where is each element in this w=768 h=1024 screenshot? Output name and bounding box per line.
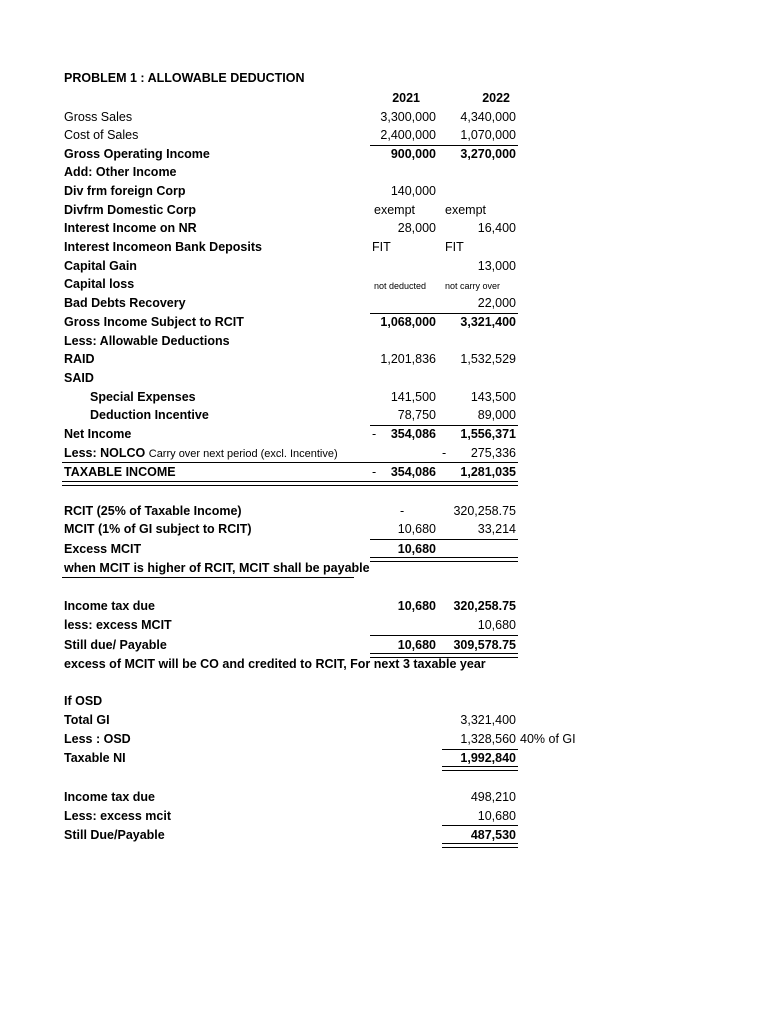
row-value-2022: 13,000 — [477, 259, 516, 273]
subtotal-rule — [370, 635, 518, 636]
row-value-2021: 354,086 — [390, 465, 436, 479]
subtotal-rule — [442, 825, 518, 826]
note-underline — [62, 577, 354, 578]
row-label-gross-sales: Gross Sales — [64, 110, 133, 124]
income-tax-due-2021: 10,680 — [397, 599, 436, 613]
row-value-2022: 1,070,000 — [460, 128, 516, 142]
row-label-net-income: Net Income — [64, 427, 132, 441]
year-header-2021: 2021 — [392, 91, 420, 105]
row-value-2022: 3,270,000 — [460, 147, 516, 161]
excess-mcit-value: 10,680 — [397, 542, 436, 556]
row-value-2022: 143,500 — [470, 390, 516, 404]
row-label-cost-of-sales: Cost of Sales — [64, 128, 139, 142]
row-value-2022: FIT — [445, 240, 464, 254]
osd-tax-due-value: 498,210 — [470, 790, 516, 804]
less-excess-mcit-2022: 10,680 — [477, 618, 516, 632]
row-value-2021: exempt — [374, 203, 415, 217]
still-due-2022: 309,578.75 — [453, 638, 516, 652]
row-label-capital-gain: Capital Gain — [64, 259, 137, 273]
row-value-2021: 141,500 — [390, 390, 436, 404]
row-label-less-allowable: Less: Allowable Deductions — [64, 334, 230, 348]
row-value-2021: 28,000 — [397, 221, 436, 235]
row-label-interest-bank: Interest Incomeon Bank Deposits — [64, 240, 262, 254]
row-label-special-expenses: Special Expenses — [90, 390, 196, 404]
total-gi-value: 3,321,400 — [460, 713, 516, 727]
rcit-value-2021: - — [400, 504, 405, 518]
row-value-2022: 4,340,000 — [460, 110, 516, 124]
row-value-2021: 3,300,000 — [380, 110, 436, 124]
double-rule — [442, 766, 518, 771]
subtotal-rule — [370, 425, 518, 426]
row-label-gross-income-rcit: Gross Income Subject to RCIT — [64, 315, 244, 329]
row-value-2022: 1,281,035 — [460, 465, 516, 479]
osd-still-due-label: Still Due/Payable — [64, 828, 165, 842]
osd-excess-label: Less: excess mcit — [64, 809, 172, 823]
negative-dash: - — [442, 446, 447, 460]
negative-dash: - — [372, 465, 377, 479]
subtotal-rule — [442, 749, 518, 750]
double-rule — [370, 557, 518, 562]
year-header-2022: 2022 — [482, 91, 510, 105]
negative-dash: - — [372, 427, 377, 441]
double-rule — [442, 843, 518, 848]
row-value-2022: 3,321,400 — [460, 315, 516, 329]
excess-mcit-label: Excess MCIT — [64, 542, 142, 556]
mcit-value-2021: 10,680 — [397, 522, 436, 536]
taxable-income-double-rule — [62, 481, 518, 486]
row-label-capital-loss: Capital loss — [64, 277, 135, 291]
row-label-said: SAID — [64, 371, 94, 385]
row-label-interest-nr: Interest Income on NR — [64, 221, 197, 235]
taxable-income-top-rule — [62, 462, 518, 463]
row-value-2022: 1,532,529 — [460, 352, 516, 366]
row-value-2022: 1,556,371 — [460, 427, 516, 441]
row-value-2022: 275,336 — [470, 446, 516, 460]
nolco-label: Less: NOLCO — [64, 446, 146, 460]
less-osd-value: 1,328,560 — [460, 732, 516, 746]
row-value-2021: 1,201,836 — [380, 352, 436, 366]
subtotal-rule — [370, 539, 518, 540]
row-value-2021: 1,068,000 — [380, 315, 436, 329]
osd-percent-note: 40% of GI — [520, 732, 576, 746]
row-value-2022: not carry over — [445, 281, 501, 291]
carry-over-note: excess of MCIT will be CO and credited to RCIT, For next 3 taxable year — [64, 657, 486, 671]
row-label-bad-debts: Bad Debts Recovery — [64, 296, 186, 310]
row-value-2021: FIT — [372, 240, 391, 254]
rcit-value-2022: 320,258.75 — [453, 504, 516, 518]
row-label-div-domestic: Divfrm Domestic Corp — [64, 203, 196, 217]
osd-excess-value: 10,680 — [477, 809, 516, 823]
subtotal-rule — [370, 313, 518, 314]
row-value-2021: 354,086 — [390, 427, 436, 441]
row-label-deduction-incentive: Deduction Incentive — [90, 408, 209, 422]
row-value-2021: not deducted — [374, 281, 427, 291]
row-value-2022: 89,000 — [477, 408, 516, 422]
less-osd-label: Less : OSD — [64, 732, 131, 746]
row-label-nolco — [64, 446, 338, 461]
page-title: PROBLEM 1 : ALLOWABLE DEDUCTION — [64, 71, 305, 85]
osd-tax-due-label: Income tax due — [64, 790, 155, 804]
less-excess-mcit-label: less: excess MCIT — [64, 618, 172, 632]
row-value-2021: 2,400,000 — [380, 128, 436, 142]
still-due-2021: 10,680 — [397, 638, 436, 652]
subtotal-rule — [370, 145, 518, 146]
row-label-add-other-income: Add: Other Income — [64, 165, 177, 179]
row-value-2021: 140,000 — [390, 184, 436, 198]
row-value-2021: 78,750 — [397, 408, 436, 422]
still-due-label: Still due/ Payable — [64, 638, 167, 652]
rcit-label: RCIT (25% of Taxable Income) — [64, 504, 242, 518]
row-label-raid: RAID — [64, 352, 95, 366]
taxable-ni-label: Taxable NI — [64, 751, 126, 765]
row-value-2021: 900,000 — [390, 147, 436, 161]
income-tax-due-2022: 320,258.75 — [453, 599, 516, 613]
row-label-gross-operating-income: Gross Operating Income — [64, 147, 210, 161]
row-value-2022: exempt — [445, 203, 486, 217]
income-tax-due-label: Income tax due — [64, 599, 155, 613]
taxable-ni-value: 1,992,840 — [460, 751, 516, 765]
nolco-note: Carry over next period (excl. Incentive) — [148, 448, 338, 460]
row-label-div-foreign: Div frm foreign Corp — [64, 184, 186, 198]
mcit-value-2022: 33,214 — [477, 522, 516, 536]
row-label-taxable-income: TAXABLE INCOME — [64, 465, 176, 479]
osd-heading: If OSD — [64, 694, 103, 708]
mcit-note: when MCIT is higher of RCIT, MCIT shall be payable — [64, 561, 370, 575]
mcit-label: MCIT (1% of GI subject to RCIT) — [64, 522, 252, 536]
total-gi-label: Total GI — [64, 713, 110, 727]
osd-still-due-value: 487,530 — [470, 828, 516, 842]
row-value-2022: 22,000 — [477, 296, 516, 310]
row-value-2022: 16,400 — [477, 221, 516, 235]
